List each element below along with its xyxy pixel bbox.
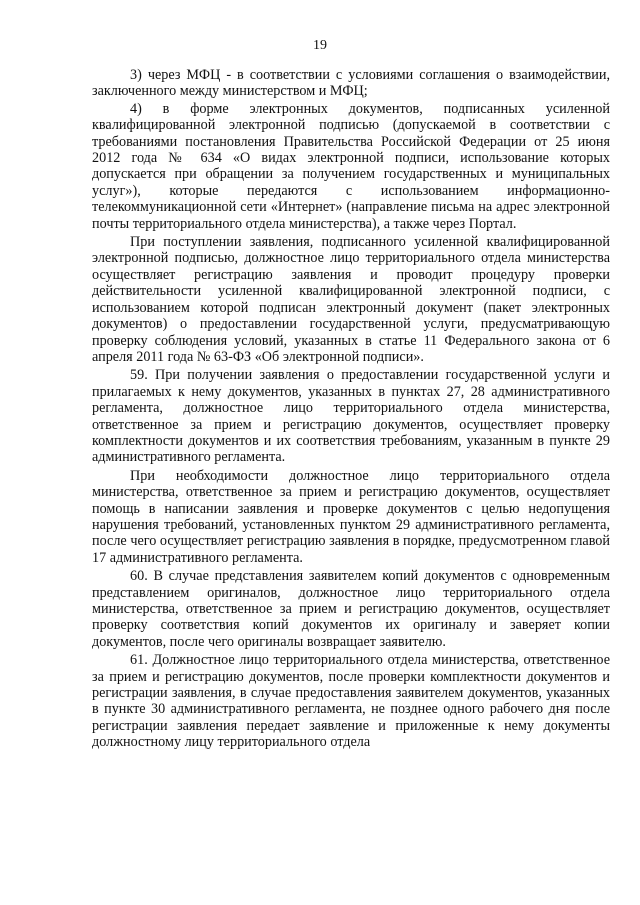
paragraph-61: 61. Должностное лицо территориального отдела министерства, ответственное за прием и регистрацию документов, после проверки комплектности документов и регистрации заявления, в случае предоставления заявителем документов, указанных в пункте 30 административного регламента, не позднее одного рабочего дня после регистрации заявления передает заявление и приложенные к нему документы должностному лицу территориального отдела (92, 652, 610, 751)
paragraph-mfc-submission: 3) через МФЦ - в соответствии с условиями соглашения о взаимодействии, заключенного между министерством и МФЦ; (92, 67, 610, 100)
paragraph-electronic-documents: 4) в форме электронных документов, подписанных усиленной квалифицированной электронной подписью (допускаемой в соответствии с требованиями постановления Правительства Российской Федерации от 25 июня 2012 года № 634 «О видах электронной подписи, использование которых допускается при обращении за получением государственных и муниципальных услуг»), которые передаются с использованием информационно-телекоммуникационной сети «Интернет» (направление письма на адрес электронной почты территориального отдела министерства), а также через Портал. (92, 100, 610, 232)
paragraph-59: 59. При получении заявления о предоставлении государственной услуги и прилагаемых к нему документов, указанных в пунктах 27, 28 административного регламента, должностное лицо территориального отдела министерства, ответственное за прием и регистрацию документов, осуществляет проверку комплектности документов и их соответствия требованиям, указанным в пункте 29 административного регламента. (92, 367, 610, 466)
page-number: 19 (313, 38, 327, 53)
document-body (92, 67, 610, 751)
paragraph-60: 60. В случае представления заявителем копий документов с одновременным представлением оригиналов, должностное лицо территориального отдела министерства, ответственное за прием и регистрацию документов, осуществляет проверку соответствия копий документов их оригиналу и заверяет копии документов, после чего оригиналы возвращает заявителю. (92, 568, 610, 650)
paragraph-signature-verification: При поступлении заявления, подписанного усиленной квалифицированной электронной подписью, должностное лицо территориального отдела министерства осуществляет регистрацию заявления и проводит процедуру проверки действительности усиленной квалифицированной электронной подписи, с использованием которой подписан электронный документ (пакет электронных документов) о предоставлении государственной услуги, предусматривающую проверку соблюдения условий, указанных в статье 11 Федерального закона от 6 апреля 2011 года № 63-ФЗ «Об электронной подписи». (92, 234, 610, 365)
paragraph-assistance: При необходимости должностное лицо территориального отдела министерства, ответственное за прием и регистрацию документов, осуществляет помощь в написании заявления и проверке документов с целью недопущения нарушения требований, установленных пунктом 29 административного регламента, после чего осуществляет регистрацию заявления в порядке, предусмотренном главой 17 административного регламента. (92, 467, 610, 566)
